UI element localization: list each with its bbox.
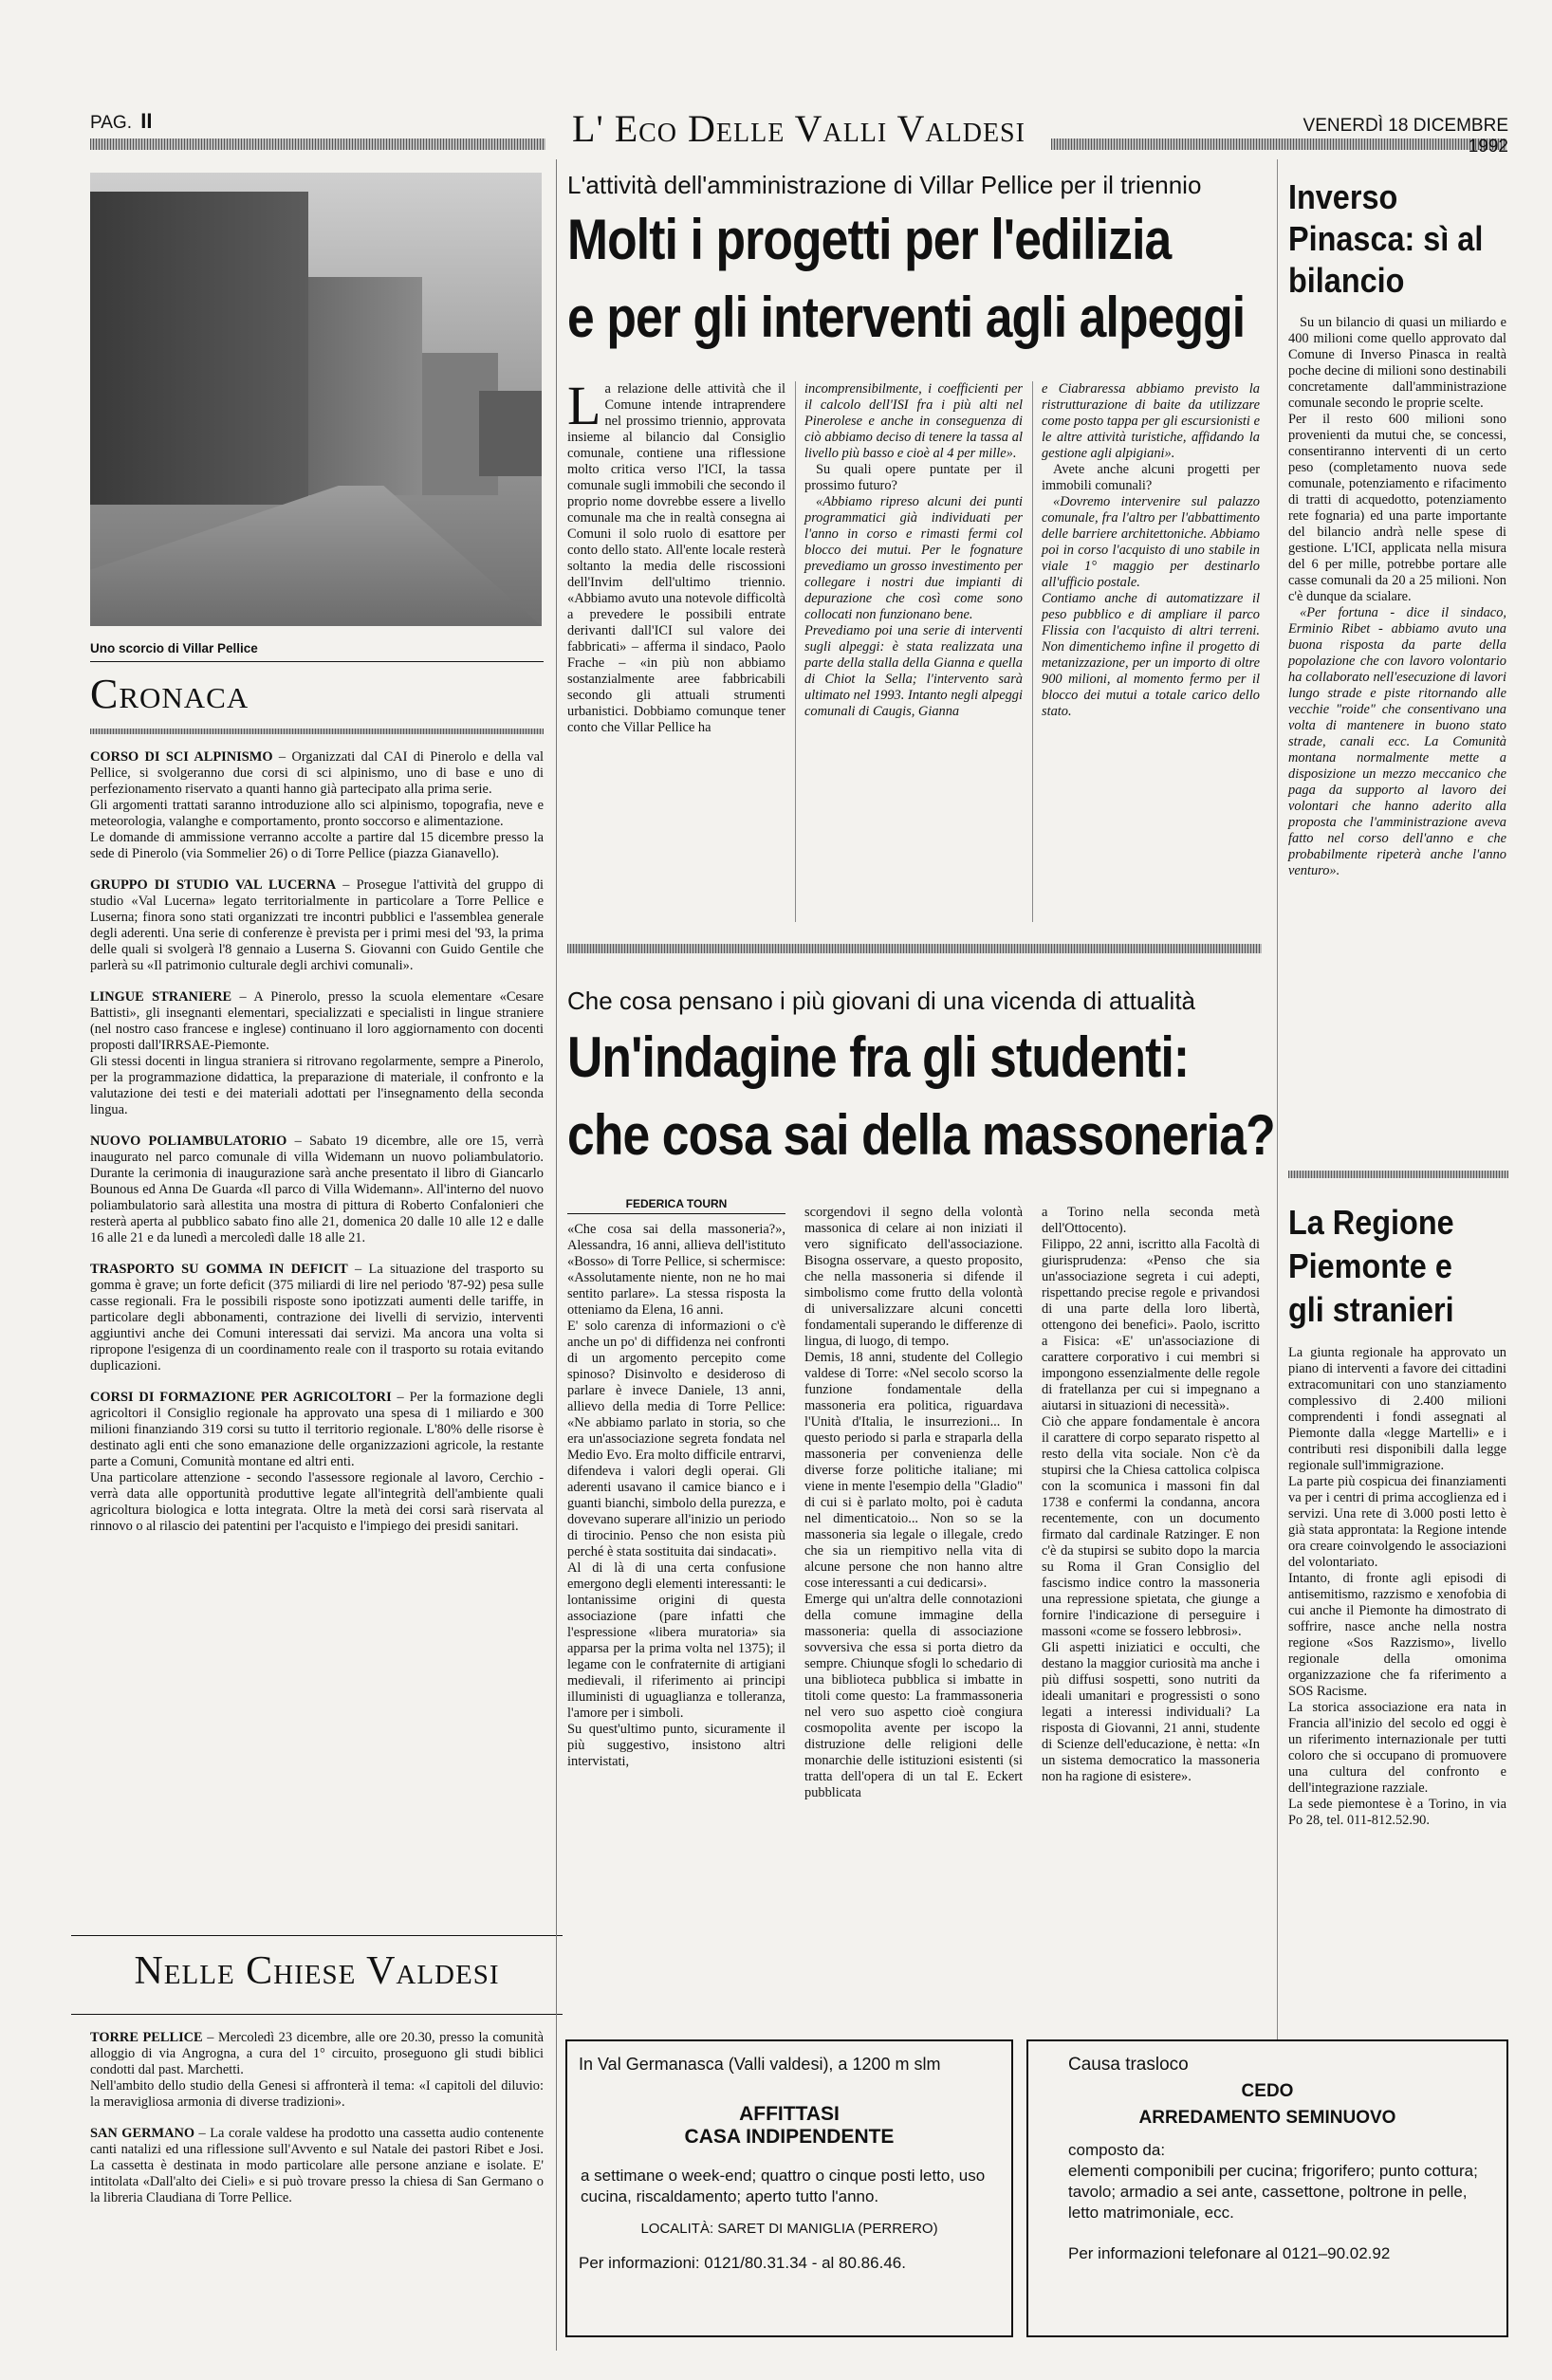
pinasca-text: Su un bilancio di quasi un miliardo e 400 milioni come quello approvato dal Comune di Inverso Pinasca in realtà poche decine di milioni sono destinabili concretamente dall'amministrazione comunale secondo le proprie scelte. Per il resto 600 milioni sono provenienti da mutui che, se concessi, consentiranno interventi di un certo peso (completamento nuova sede comunale, potenziamento e rifacimento di tratti di acquedotto, potenziamento rete fognaria) ed una parte importante del bilancio andrà nelle spese di gestione. L'ICI, applicata nella misura del 6 per mille, potrebbe portare alle casse comunali da 20 a 25 milioni. Non c'è dunque da scialare.: [1288, 315, 1506, 604]
pinasca-column: [1288, 315, 1506, 879]
street-photo: [90, 173, 542, 626]
piemonte-headline: La Regione Piemonte e gli stranieri: [1288, 1203, 1454, 1329]
caption-rule: [90, 661, 544, 662]
article1-col2: [804, 381, 1023, 720]
pinasca-headline: Inverso Pinasca: sì al bilancio: [1288, 177, 1484, 300]
news-item-text: – A Pinerolo, presso la scuola elementare «Cesare Battisti», gli insegnanti elementari, specializzati e specialisti in lingue straniere (nel nostro caso francese e inglese) continuano il loro aggiornamento con docenti proposti dall'IRRSAE-Piemonte. Gli stessi docenti in lingua straniera si ritrovano regolarmente, sempre a Pinerolo, per la programmazione didattica, la preparazione di materiale, il confronto e la valutazione dei testi e dei materiali adottati per l'insegnamento della seconda lingua.: [90, 989, 544, 1117]
article2-headline-1: Un'indagine fra gli studenti:: [567, 1025, 1190, 1089]
news-item-text: – La situazione del trasporto su gomma è grave; un forte deficit (375 miliardi di lire nel periodo '87-92) pesa sulle casse regionali. Fra le possibili risposte sono ipotizzati aumenti delle tariffe, in particolare degli abbonamenti, contrazione dei livelli di servizio, interventi aggiuntivi anche dei Comuni interessati dai servizi. Ma ancora una volta si ripropone l'esigenza di un coordinamento reale con il trasporto su rotaia evitando duplicazioni.: [90, 1262, 544, 1374]
ad1-title2: CASA INDIPENDENTE: [684, 2126, 895, 2148]
article2-col1-text: «Che cosa sai della massoneria?», Alessandra, 16 anni, allieva dell'istituto «Bosso» di Torre Pellice, si schermisce: «Assolutamente niente, non ne ho mai sentito parlare». La stessa risposta la otteniamo da Elena, 16 anni. E' solo carenza di informazioni o c'è anche un po' di diffidenza nei confronti di un argomento percepito come spinoso? Disinvolto e desideroso di parlare è invece Daniele, 13 anni, allievo della media di Torre Pellice: «Ne abbiamo parlato in storia, so che era un'associazione segreta fondata nel Medio Evo. Era molto difficile entrarvi, difendeva i valori degli operai. Gli aderenti usavano il camice bianco e i guanti bianchi, simbolo della purezza, e dovevano superare all'inizio un periodo di tirocinio. Penso che non esista più perché è stata sostituita dai sindacati». Al di là di una certa confusione emergono degli elementi interessanti: le lontanissime origini di questa associazione (pare infatti che l'espressione «libera muratoria» sia apparsa per la prima volta nel 1375); il legame con le confraternite di artigiani medievali, il riferimento ai principi illuministi di uguaglianza e tolleranza, l'amore per i simboli. Su quest'ultimo punto, sicuramente il più suggestivo, insistono altri intervistati,: [567, 1222, 785, 1769]
photo-caption: Uno scorcio di Villar Pellice: [90, 641, 258, 655]
article1-col2-text-a: incomprensibilmente, i coefficienti per il calcolo dell'ISI fra i più alti nel Pinerolese e anche in conseguenza di ciò abbiamo deciso di tenere la tassa al livello più basso e cioè al 4 per mille».: [804, 381, 1023, 461]
ad1-location: LOCALITÀ: SARET DI MANIGLIA (PERRERO): [640, 2221, 938, 2237]
chiese-column: [90, 2030, 544, 2222]
ad-affittasi: [565, 2039, 1013, 2337]
news-item-head: TORRE PELLICE: [90, 2030, 203, 2045]
news-item: [90, 1134, 544, 1246]
ad2-title2: ARREDAMENTO SEMINUOVO: [1138, 2108, 1396, 2128]
ad2-contact: Per informazioni telefonare al 0121–90.02.92: [1068, 2244, 1391, 2262]
cronaca-column: [90, 749, 544, 1550]
article-separator: [567, 944, 1262, 953]
article1-col2-text-c: «Abbiamo ripreso alcuni dei punti programmatici già individuati per l'anno in corso e rimasti fermi col blocco dei mutui. Per le fognature prevediamo un grosso investimento per collegare i nostri due impianti di depurazione che così come sono collocati non funzionano bene. Prevediamo poi una serie di interventi sugli alpeggi: è stata realizzata una parte della stalla della Gianna e quella di Chiot la Sella; l'intervento sarà ultimato nel 1993. Intanto negli alpeggi comunali di Caugis, Gianna: [804, 494, 1023, 719]
news-item: [90, 1390, 544, 1535]
article2-col3-text: a Torino nella seconda metà dell'Ottocento). Filippo, 22 anni, iscritto alla Facoltà di giurisprudenza: «Penso che sia un'associazione segreta i cui adepti, rispettando precise regole e privandosi di una parte della loro libertà, ottengono dei benefici». Paolo, iscritto a Fisica: «E' un'associazione di carattere corporativo i cui membri si impongono essenzialmente delle regole di fratellanza per cui si impegnano a aiutarsi in situazioni di necessità». Ciò che appare fondamentale è ancora il carattere di corpo separato rispetto al resto della vita sociale. Non c'è da stupirsi che la Chiesa cattolica colpisca con la scomunica i massoni fin dal 1738 e confermi la condanna, ancora recentemente, con un documento firmato dal cardinale Ratzinger. E non c'è da stupirsi se subito dopo la marcia su Roma il Gran Consiglio del fascismo indice contro la massoneria una repressione spietata, che giunge a fornire l'indicazione di perseguire i massoni «come se fossero lebbrosi». Gli aspetti iniziatici e occulti, che destano la maggior curiosità ma anche i più diffusi sospetti, sono nutriti da ideali umanitari e progressisti o sono legati a interessi individuali? La risposta di Giovanni, 21 anni, studente di Scienze dell'educazione, è netta: «In un sistema democratico la massoneria non ha ragione di esistere».: [1042, 1205, 1260, 1784]
article1-headline-2: e per gli interventi agli alpeggi: [567, 286, 1246, 349]
news-item-head: LINGUE STRANIERE: [90, 989, 232, 1005]
ad2-desc: composto da: elementi componibili per cucina; frigorifero; punto cottura; tavolo; armadio a sei ante, cassettone, poltrone in pelle, letto matrimoniale, ecc.: [1068, 2141, 1478, 2222]
ad1-line1: In Val Germanasca (Valli valdesi), a 1200 m slm: [579, 2055, 941, 2074]
piemonte-text: La giunta regionale ha approvato un piano di interventi a favore dei cittadini extracomunitari con uno stanziamento complessivo di 2.400 milioni comprendenti i fondi assegnati al Piemonte dalla «legge Martelli» e i contributi resi disponibili dalla legge regionale sull'immigrazione. La parte più cospicua dei finanziamenti va per i centri di prima accoglienza ed i servizi. Una rete di 3.000 posti letto è già stata approntata: la Regione intende ora creare coinvolgendo le associazioni del volontariato. Intanto, di fronte agli episodi di antisemitismo, razzismo e xenofobia di cui anche il Piemonte ha dimostrato di soffrire, nasce anche nella nostra regione «Sos Razzismo», livello regionale della omonima organizzazione che fa riferimento a SOS Racisme. La storica associazione era nata in Francia all'inizio del secolo ed oggi è un riferimento internazionale per tutti coloro che si occupano di promuovere una cultura del confronto e dell'integrazione razziale. La sede piemontese è a Torino, in via Po 28, tel. 011-812.52.90.: [1288, 1345, 1506, 1828]
article1-kicker: L'attività dell'amministrazione di Villar Pellice per il triennio: [567, 171, 1202, 199]
article1-col1-text: a relazione delle attività che il Comune intende intraprendere nel prossimo triennio, approvata insieme al bilancio dal Consiglio comunale, contiene una riflessione molto critica verso l'ICI, la tassa comunale sugli immobili che secondo il proprio nome dovrebbe essere a livello comunale ma che in realtà consegna ai Comuni il solo ruolo di esattore per conto dello stato. All'ente locale resterà soltanto la media delle riscossioni dell'Invim dell'ultimo triennio. «Abbiamo avuto una notevole difficoltà a prevedere le possibili entrate derivanti dall'ICI sul valore dei fabbricati» – afferma il sindaco, Paolo Frache – «in più non abbiamo sostanzialmente aree fabbricabili secondo gli attuali strumenti urbanistici. Dobbiamo comunque tener conto che Villar Pellice ha: [567, 381, 785, 735]
header-date: VENERDÌ 18 DICEMBRE 1992: [1303, 116, 1508, 157]
news-item-text: – Per la formazione degli agricoltori il Consiglio regionale ha approvato una spesa di 1 miliardo e 300 milioni finanziando 319 corsi su tutto il territorio regionale. L'80% delle risorse è destinato agli enti che sono emanazione delle organizzazioni agricole, la restante parte a Comuni, Comunità montane ed altri enti. Una particolare attenzione - secondo l'assessore regionale al lavoro, Cerchio - verrà data alle opportunità produttive legate all'integrità dell'ambiente quali agricoltura biologica e lotta integrata. Oltre la metà dei corsi sarà riservata al rinnovo o al rilascio dei patentini per l'acquisto e l'impiego dei presidi sanitari.: [90, 1390, 544, 1534]
article2-col2: [804, 1205, 1023, 1801]
col-rule: [1032, 381, 1033, 922]
page-label-text: PAG.: [90, 113, 132, 133]
news-item: [90, 2126, 544, 2206]
article2-kicker: Che cosa pensano i più giovani di una vicenda di attualità: [567, 987, 1196, 1015]
article2-col3: [1042, 1205, 1260, 1785]
news-item-text: – Organizzati dal CAI di Pinerolo e della val Pellice, si svolgeranno due corsi di sci alpinismo, uno di base e uno di perfezionamento riservato a quanti hanno già partecipato alla prima serie. Gli argomenti trattati saranno introduzione allo sci alpinismo, topografia, neve e meteorologia, valanghe e comportamento, pronto soccorso e alimentazione. Le domande di ammissione verranno accolte a partire dal 15 dicembre presso la sede di Pinerolo (via Sommelier 26) o di Torre Pellice (piazza Gianavello).: [90, 749, 544, 861]
news-item: [90, 1262, 544, 1374]
article1-col1: [567, 375, 785, 736]
header-bar-left: [90, 138, 545, 150]
right-separator: [1288, 1171, 1508, 1178]
news-item-text: – Mercoledì 23 dicembre, alle ore 20.30, presso la comunità alloggio di via Angrogna, a cura del 1° circuito, proseguono gli studi biblici condotti dal past. Marchetti. Nell'ambito dello studio della Genesi si affronterà il tema: «I capitoli del diluvio: la meravigliosa armonia di diverse tradizioni».: [90, 2030, 544, 2110]
article1-headline-1: Molti i progetti per l'edilizia: [567, 208, 1172, 271]
news-item-head: NUOVO POLIAMBULATORIO: [90, 1134, 287, 1149]
ad1-desc: a settimane o week-end; quattro o cinque posti letto, uso cucina, riscaldamento; aperto tutto l'anno.: [581, 2167, 986, 2205]
column-divider: [556, 159, 557, 2351]
article1-col3-question: Avete anche alcuni progetti per immobili comunali?: [1042, 462, 1260, 493]
hill-shape: [479, 391, 542, 476]
news-item-head: CORSI DI FORMAZIONE PER AGRICOLTORI: [90, 1390, 392, 1405]
article1-col3-text-c: «Dovremo intervenire sul palazzo comunale, fra l'altro per l'abbattimento delle barriere architettoniche. Abbiamo poi in corso l'acquisto di uno stabile in viale 1° maggio per destinarlo all'ufficio postale. Contiamo anche di automatizzare il peso pubblico e di ampliare il parco Flissia con l'acquisto di altri terreni. Non dimentichemo infine il progetto di metanizzazione, per un importo di oltre 900 milioni, al momento fermo per il blocco dei mutui a totale carico dello stato.: [1042, 494, 1260, 719]
cronaca-rule: [90, 729, 544, 734]
dropcap: L: [567, 375, 601, 436]
news-item-text: – Prosegue l'attività del gruppo di studio «Val Lucerna» legato territorialmente in particolare a Torre Pellice e Luserna; finora sono stati organizzati tre incontri pubblici e l'assemblea generale degli aderenti. Una serie di conferenze è prevista per i primi mesi del '93, la prima delle quali si svolgerà l'8 gennaio a Luserna S. Giovanni con Guido Gentile che parlerà su «Il patrimonio culturale degli archivi comunali».: [90, 877, 545, 973]
news-item: [90, 877, 544, 974]
piemonte-column: [1288, 1345, 1506, 1829]
byline: FEDERICA TOURN: [625, 1197, 728, 1210]
news-item: [90, 989, 544, 1118]
news-item-text: – Sabato 19 dicembre, alle ore 15, verrà inaugurato nel parco comunale di villa Widemann un nuovo poliambulatorio. Durante la cerimonia di inaugurazione sarà anche presentato il libro di Giancarlo Bounous ed Anna De Guarda «Il parco di Villa Widemann». All'interno del nuovo poliambulatorio sarà allestita una mostra di pittura di Roberto Confalonieri che resterà aperta al pubblico sabato fino alle 21, domenica 20 dalle 10 alle 12 e dalle 16 alle 21 e da lunedì a mercoledì dalle 18 alle 21.: [90, 1134, 544, 1245]
page-number: II: [140, 109, 153, 133]
news-item-head: TRASPORTO SU GOMMA IN DEFICIT: [90, 1262, 348, 1277]
article1-col3: [1042, 381, 1260, 720]
ad2-line1: Causa trasloco: [1068, 2055, 1189, 2075]
building-shape: [308, 277, 422, 495]
ad1-title1: AFFITTASI: [739, 2103, 840, 2125]
chiese-title: Nelle Chiese Valdesi: [134, 1949, 500, 1993]
cronaca-title: Cronaca: [90, 671, 249, 717]
news-item-head: CORSO DI SCI ALPINISMO: [90, 749, 273, 765]
article2-col1: [567, 1222, 785, 1770]
ad1-contact: Per informazioni: 0121/80.31.34 - al 80.86.46.: [579, 2254, 906, 2272]
news-item-text: – La corale valdese ha prodotto una cassetta audio contenente canti natalizi ed una riflessione sull'Avvento e sul Natale dei pastori Ribet e Josi. La cassetta è destinata in modo particolare alle persone anziane e isolate. E' intitolata «Dall'alto dei Cieli» e si può trovare presso la chiesa di San Germano o la libreria Claudiana di Torre Pellice.: [90, 2126, 544, 2205]
road-shape: [90, 486, 542, 626]
article1-col3-text-a: e Ciabraressa abbiamo previsto la ristrutturazione di baite da utilizzare come posto tappa per gli escursionisti e le altre attività turistiche, affidando la gestione agli alpigiani».: [1042, 381, 1260, 461]
masthead: L' Eco Delle Valli Valdesi: [572, 107, 1025, 150]
byline-rule: [567, 1213, 785, 1214]
col-rule: [795, 381, 796, 922]
news-item-head: GRUPPO DI STUDIO VAL LUCERNA: [90, 877, 337, 893]
right-divider: [1277, 159, 1278, 2057]
news-item-head: SAN GERMANO: [90, 2126, 195, 2141]
page-label: [90, 109, 153, 134]
building-shape: [90, 192, 308, 505]
news-item: [90, 2030, 544, 2111]
news-item: [90, 749, 544, 862]
article1-col2-question: Su quali opere puntate per il prossimo futuro?: [804, 462, 1023, 493]
pinasca-quote: «Per fortuna - dice il sindaco, Erminio Ribet - abbiamo avuto una buona risposta da parte della popolazione che con lavoro volontario ha collaborato nell'esecuzione di lavori lungo strade e piste ritornando alle vecchie "roide" che consentivano una volta di mantenere in buono stato strade, canali ecc. La Comunità montana normalmente mette a disposizione un mezzo meccanico che paga da supporto al lavoro dei volontari che hanno aderito alla proposta che l'amministrazione aveva fatto nel corso dell'anno e che probabilmente ripeterà anche l'anno venturo».: [1288, 605, 1506, 878]
article2-col2-text: scorgendovi il segno della volontà massonica di celare ai non iniziati il vero significato dell'associazione. Bisogna osservare, a questo proposito, che nella massoneria si difende il simbolismo come frutto della volontà di universalizzare alcuni concetti fondamentali superando le differenze di lingua, di luogo, di tempo. Demis, 18 anni, studente del Collegio valdese di Torre: «Nel secolo scorso la funzione fondamentale della massoneria era politica, riguardava l'Unità d'Italia, le insurrezioni... In questo periodo si parla e straparla della massoneria per convenienza delle diverse forze politiche italiane; mi viene in mente l'esempio della "Gladio" di cui si è parlato molto, poi è caduta nel dimenticatoio... Non so se la massoneria sia legale o illegale, credo che sia un riempitivo nella vita di alcune persone che non hanno altre cose interessanti a cui dedicarsi». Emerge qui un'altra delle connotazioni della comune immagine della massoneria: quella di associazione sovversiva che essa si porta dietro da sempre. Chiunque sfogli lo schedario di una biblioteca pubblica si imbatte in titoli come questo: La frammassoneria nel vero suo aspetto cioè congiura cosmopolita avente per iscopo la distruzione delle religioni delle monarchie delle istituzioni esistenti (si tratta dell'opera di un tal E. Eckert pubblicata: [804, 1205, 1023, 1800]
article2-headline-2: che cosa sai della massoneria?: [567, 1103, 1275, 1167]
ad-cedo: [1026, 2039, 1508, 2337]
ad2-title1: CEDO: [1241, 2081, 1294, 2101]
